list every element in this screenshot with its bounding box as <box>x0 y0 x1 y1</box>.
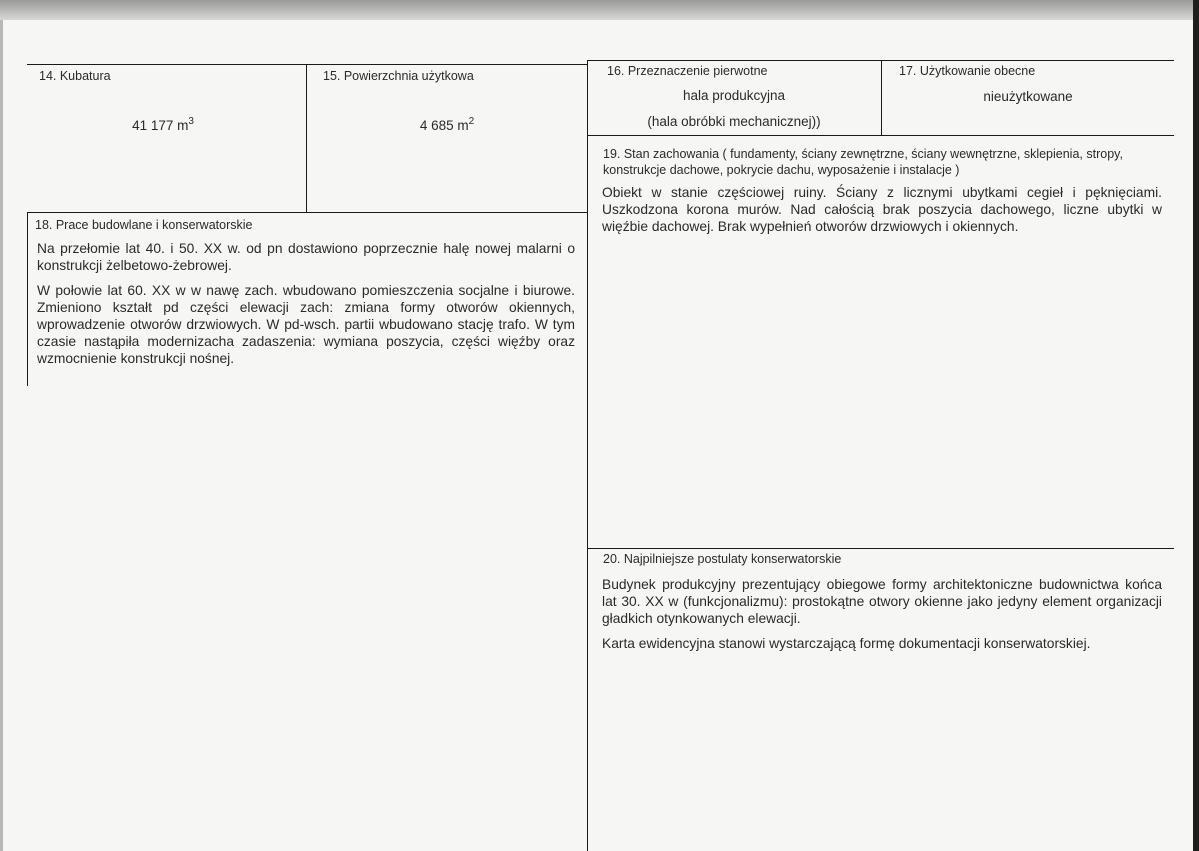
field19-paragraph-1: Obiekt w stanie częściowej ruiny. Ściany z licznymi ubytkami cegieł i pęknięciami. Uszkodzona korona murów. Nad całością brak poszycia dachowego, liczne ubytki w więźbie dachowej. Brak wypełnień otworów drzwiowych i okiennych. <box>602 185 1162 234</box>
field20-paragraph-1: Budynek produkcyjny prezentujący obiegowe formy architektoniczne budownictwa końca lat 30. XX w (funkcjonalizmu): prostokątne otwory okienne jako jedyny element organizacji gładkich otynkowanych elewacji. <box>602 577 1162 626</box>
rule-below-16-17 <box>588 135 1174 136</box>
record-card <box>3 20 1193 851</box>
field14-unit-exponent: 3 <box>188 116 194 127</box>
field16-line1: hala produkcyjna <box>682 88 786 103</box>
scan-top-band <box>0 0 1199 20</box>
field19-label: 19. Stan zachowania ( fundamenty, ściany zewnętrzne, ściany wewnętrzne, sklepienia, stropy, konstrukcje dachowe, pokrycie dachu, wyposażenie i instalacje ) <box>603 147 1123 177</box>
field14-value <box>33 116 293 133</box>
field16-line2: (hala obróbki mechanicznej)) <box>647 114 821 129</box>
rule-center <box>587 60 588 851</box>
field18-paragraph-2: W połowie lat 60. XX w w nawę zach. wbudowano pomieszczenia socjalne i biurowe. Zmieniono kształt pd części elewacji zach: zmiana formy otworów okiennych, wprowadzenie otworów drzwiowych. W pd-wsch. partii wbudowano stację trafo. W tym czasie nastąpiła modernizacha zadaszenia: wymiana poszycia, części więźby oraz wzmocnienie konstrukcji nośnej. <box>37 283 575 366</box>
field17-label: 17. Użytkowanie obecne <box>899 64 1036 78</box>
field20-label: 20. Najpilniejsze postulaty konserwatorskie <box>603 552 842 566</box>
rule-below-14-15 <box>27 212 587 213</box>
field16-label: 16. Przeznaczenie pierwotne <box>607 64 768 78</box>
field14-label: 14. Kubatura <box>39 69 111 83</box>
field15-unit-exponent: 2 <box>468 116 475 127</box>
field15-value <box>313 116 581 133</box>
rule-divider-16-17 <box>881 60 882 135</box>
field15-label: 15. Powierzchnia użytkowa <box>323 69 474 83</box>
rule-above-20 <box>588 548 1174 549</box>
field17-value: nieużytkowane <box>983 89 1073 104</box>
field18-paragraph-1: Na przełomie lat 40. i 50. XX w. od pn dostawiono poprzecznie halę nowej malarni o konstrukcji żelbetowo-żebrowej. <box>37 241 575 273</box>
rule-top-left <box>27 64 587 65</box>
scan-right-edge <box>1193 0 1199 851</box>
rule-divider-14-15 <box>306 64 307 212</box>
rule-left-18 <box>27 212 28 386</box>
field18-text <box>37 240 575 375</box>
field20-text <box>602 576 1162 660</box>
field19-text <box>602 184 1162 243</box>
field14-number: 41 177 m <box>132 118 189 133</box>
field15-number: 4 685 m <box>419 118 469 133</box>
field20-paragraph-2: Karta ewidencyjna stanowi wystarczającą formę dokumentacji konserwatorskiej. <box>602 636 1091 651</box>
field18-label: 18. Prace budowlane i konserwatorskie <box>35 218 253 232</box>
